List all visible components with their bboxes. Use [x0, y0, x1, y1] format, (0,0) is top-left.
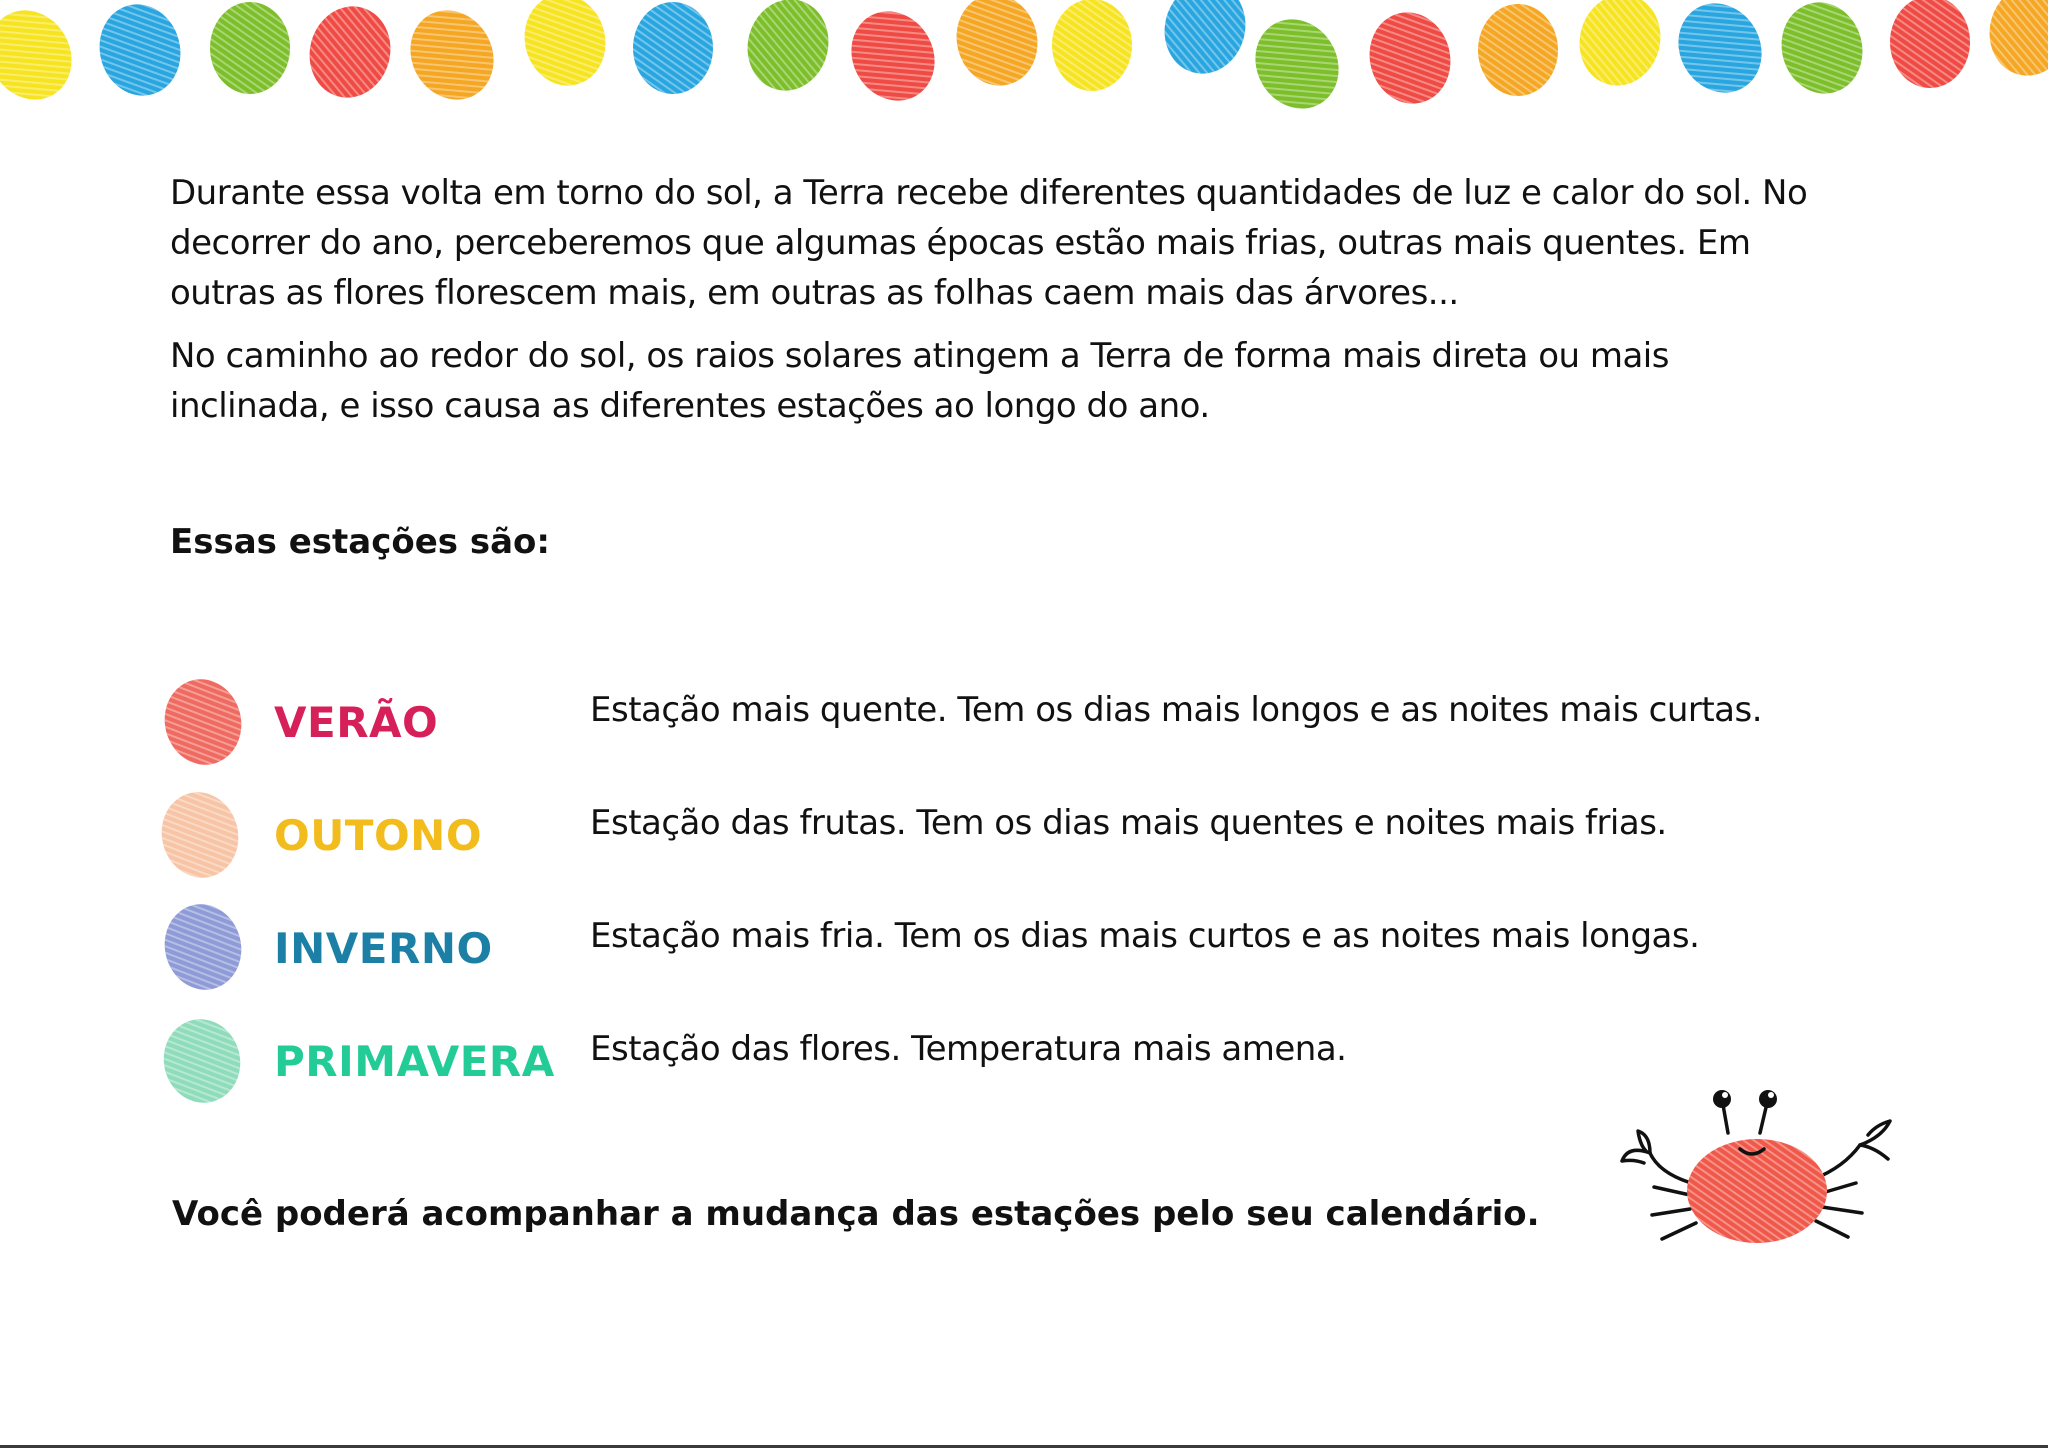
- fingerprint-texture: [1662, 0, 1777, 108]
- intro-text: [170, 168, 1830, 444]
- fingerprint-texture: [1569, 0, 1670, 95]
- season-name: VERÃO: [274, 698, 439, 747]
- fingerprint-texture: [946, 0, 1047, 95]
- fingerprint-texture: [514, 0, 615, 95]
- fingerprint-texture: [1154, 0, 1255, 83]
- fingerprint-texture: [1052, 0, 1132, 91]
- fingerprint-texture: [835, 0, 950, 115]
- season-description: Estação mais fria. Tem os dias mais curtos e as noites mais longas.: [590, 916, 1700, 956]
- fingerprint-texture: [1239, 4, 1354, 115]
- season-row-primavera: [160, 1015, 1860, 1115]
- season-row-outono: [160, 789, 1860, 889]
- intro-paragraph-2: No caminho ao redor do sol, os raios solares atingem a Terra de forma mais direta ou mais inclinada, e isso causa as diferentes estações ao longo do ano.: [170, 336, 1669, 426]
- season-description: Estação das frutas. Tem os dias mais quentes e noites mais frias.: [590, 803, 1667, 843]
- fingerprint-icon: [160, 789, 246, 881]
- fingerprint-texture: [633, 2, 713, 94]
- season-description: Estação mais quente. Tem os dias mais longos e as noites mais curtas.: [590, 690, 1763, 730]
- fingerprint-texture: [1890, 0, 1970, 88]
- fingerprint-border: [0, 0, 2048, 115]
- season-name: INVERNO: [274, 924, 493, 973]
- season-row-verao: [160, 676, 1860, 776]
- season-row-inverno: [160, 902, 1860, 1002]
- fingerprint-texture: [1979, 0, 2048, 85]
- fingerprint-texture: [737, 0, 838, 100]
- season-name: OUTONO: [274, 811, 483, 860]
- intro-paragraph-1: Durante essa volta em torno do sol, a Terra recebe diferentes quantidades de luz e calor do sol. No decorrer do ano, perceberemos que algumas épocas estão mais frias, outras mais quentes. Em outras as flores florescem mais, em outras as folhas caem mais das árvores...: [170, 173, 1808, 313]
- season-name: PRIMAVERA: [274, 1037, 555, 1086]
- seasons-heading: Essas estações são:: [170, 522, 550, 562]
- fingerprint-texture: [299, 0, 400, 107]
- fingerprint-icon: [160, 1015, 246, 1107]
- fingerprint-texture: [210, 2, 290, 94]
- crab-icon: [1610, 1075, 1900, 1275]
- fingerprint-texture: [1359, 3, 1460, 113]
- fingerprint-texture: [1771, 0, 1872, 103]
- season-description: Estação das flores. Temperatura mais amena.: [590, 1029, 1347, 1069]
- fingerprint-texture: [394, 0, 509, 115]
- fingerprint-icon: [160, 676, 246, 768]
- fingerprint-icon: [160, 902, 246, 994]
- fingerprint-texture: [0, 0, 88, 115]
- fingerprint-texture: [89, 0, 190, 105]
- fingerprint-texture: [1478, 4, 1558, 96]
- closing-text: Você poderá acompanhar a mudança das estações pelo seu calendário.: [172, 1194, 1540, 1234]
